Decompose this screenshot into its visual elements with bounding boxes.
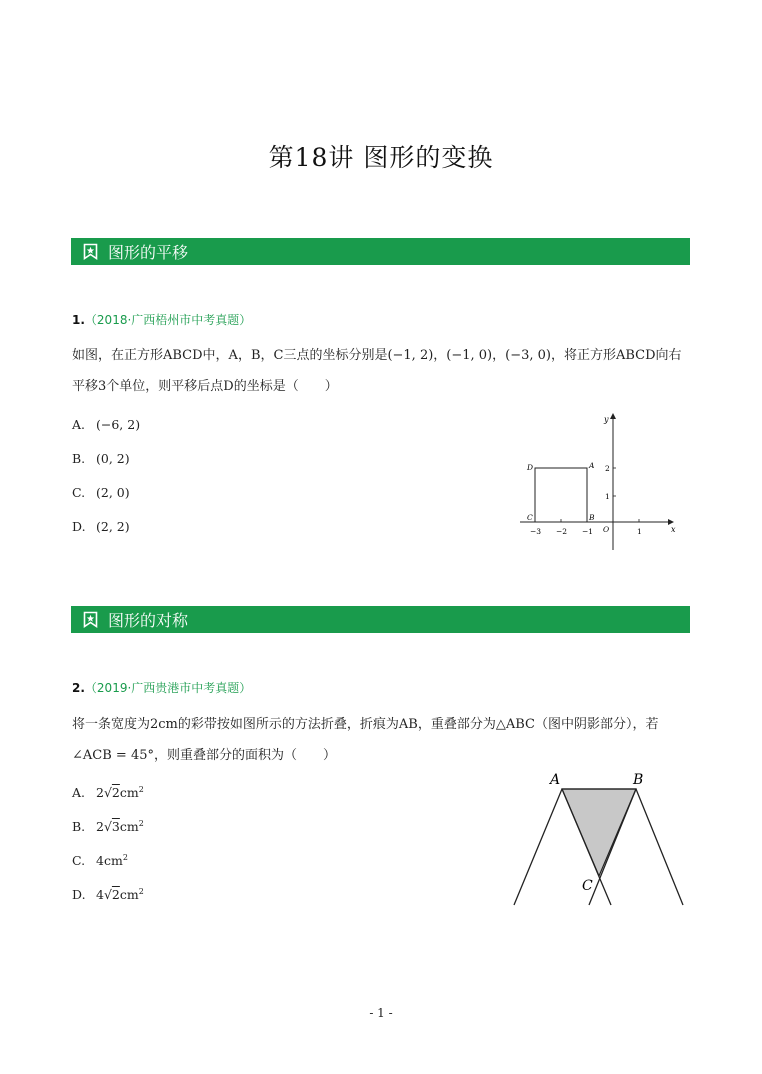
choice-unit: cm	[119, 785, 139, 801]
question-source: （2018·广西梧州市中考真题）	[84, 313, 252, 327]
choice-a	[72, 417, 140, 432]
point-label-c: C	[527, 513, 533, 522]
section-title: 图形的对称	[108, 611, 189, 630]
bookmark-star-icon	[83, 243, 98, 260]
choice-text: (0, 2)	[96, 451, 130, 466]
section-header-translation	[71, 238, 690, 265]
question-text	[72, 340, 692, 402]
x-tick-label: −3	[530, 527, 542, 536]
question-line: 平移3个单位，则平移后点D的坐标是（ ）	[72, 379, 338, 394]
choice-c	[72, 485, 130, 500]
choice-letter: B.	[72, 819, 86, 835]
point-label-b: B	[633, 772, 644, 788]
choice-b: B. $2√3cm^2$	[72, 819, 144, 835]
choice-letter: C.	[72, 853, 86, 869]
bookmark-star-icon	[83, 611, 98, 628]
choice-coef: 2	[96, 819, 104, 835]
question-text	[72, 709, 692, 771]
ribbon-edge	[636, 789, 683, 905]
x-axis-label: x	[671, 525, 676, 534]
choice-b	[72, 451, 130, 466]
page-number: - 1 -	[369, 1006, 393, 1020]
choice-text: (2, 2)	[96, 519, 130, 534]
choice-coef: 2	[96, 785, 104, 801]
square-abcd	[535, 468, 587, 522]
choice-exponent: 2	[138, 819, 144, 828]
origin-label: O	[603, 525, 610, 534]
choice-letter: C.	[72, 485, 86, 500]
x-tick-label: 1	[637, 527, 642, 536]
choice-exponent: 2	[138, 887, 144, 896]
question-header	[72, 311, 251, 328]
question-header	[72, 679, 251, 696]
choice-letter: D.	[72, 887, 86, 903]
point-label-d: D	[527, 463, 534, 472]
choice-c	[72, 853, 128, 868]
choice-letter: A.	[72, 785, 86, 801]
point-label-b: B	[589, 513, 595, 522]
question-line: 将一条宽度为2cm的彩带按如图所示的方法折叠，折痕为AB，重叠部分为△ABC（图中阴影部分），若	[72, 717, 659, 732]
shaded-triangle-abc	[562, 789, 636, 876]
section-title: 图形的平移	[108, 243, 189, 262]
x-tick-label: −1	[582, 527, 594, 536]
choice-radicand: 2	[111, 785, 120, 801]
point-label-c: C	[582, 878, 593, 894]
x-tick-label: −2	[556, 527, 568, 536]
y-axis-label: y	[604, 415, 609, 424]
question-line: ∠ACB = 45°，则重叠部分的面积为（ ）	[72, 748, 336, 763]
question-number: 1.	[72, 313, 85, 327]
point-label-a: A	[550, 772, 561, 788]
ribbon-edge	[514, 789, 562, 905]
choice-text: (−6, 2)	[96, 417, 141, 432]
coordinate-figure	[515, 408, 690, 553]
choice-letter: A.	[72, 417, 86, 432]
choice-unit: cm	[119, 887, 139, 903]
choice-unit: cm	[119, 819, 139, 835]
question-number: 2.	[72, 681, 85, 695]
choice-d: D. $4√2cm^2$	[72, 887, 144, 903]
y-tick-label: 2	[605, 464, 610, 473]
choice-coef: 4	[96, 853, 104, 869]
page-title: 第18讲 图形的变换	[268, 143, 494, 172]
folded-ribbon-figure	[505, 765, 695, 915]
choice-a: A. $2√2cm^2$	[72, 785, 144, 801]
choice-letter: D.	[72, 519, 86, 534]
choice-coef: 4	[96, 887, 104, 903]
point-label-a: A	[589, 461, 595, 470]
choice-exponent: 2	[122, 853, 128, 862]
choice-unit: cm	[103, 853, 123, 869]
choice-radicand: 2	[111, 887, 120, 903]
choice-radicand: 3	[111, 819, 120, 835]
question-line: 如图，在正方形ABCD中，A，B，C三点的坐标分别是(−1, 2)，(−1, 0)，(−3, 0)，将正方形ABCD向右	[72, 348, 682, 363]
section-header-symmetry	[71, 606, 690, 633]
choice-d	[72, 519, 130, 534]
choice-exponent: 2	[138, 785, 144, 794]
y-tick-label: 1	[605, 492, 610, 501]
choice-text: (2, 0)	[96, 485, 130, 500]
choice-letter: B.	[72, 451, 86, 466]
question-source: （2019·广西贵港市中考真题）	[84, 681, 252, 695]
